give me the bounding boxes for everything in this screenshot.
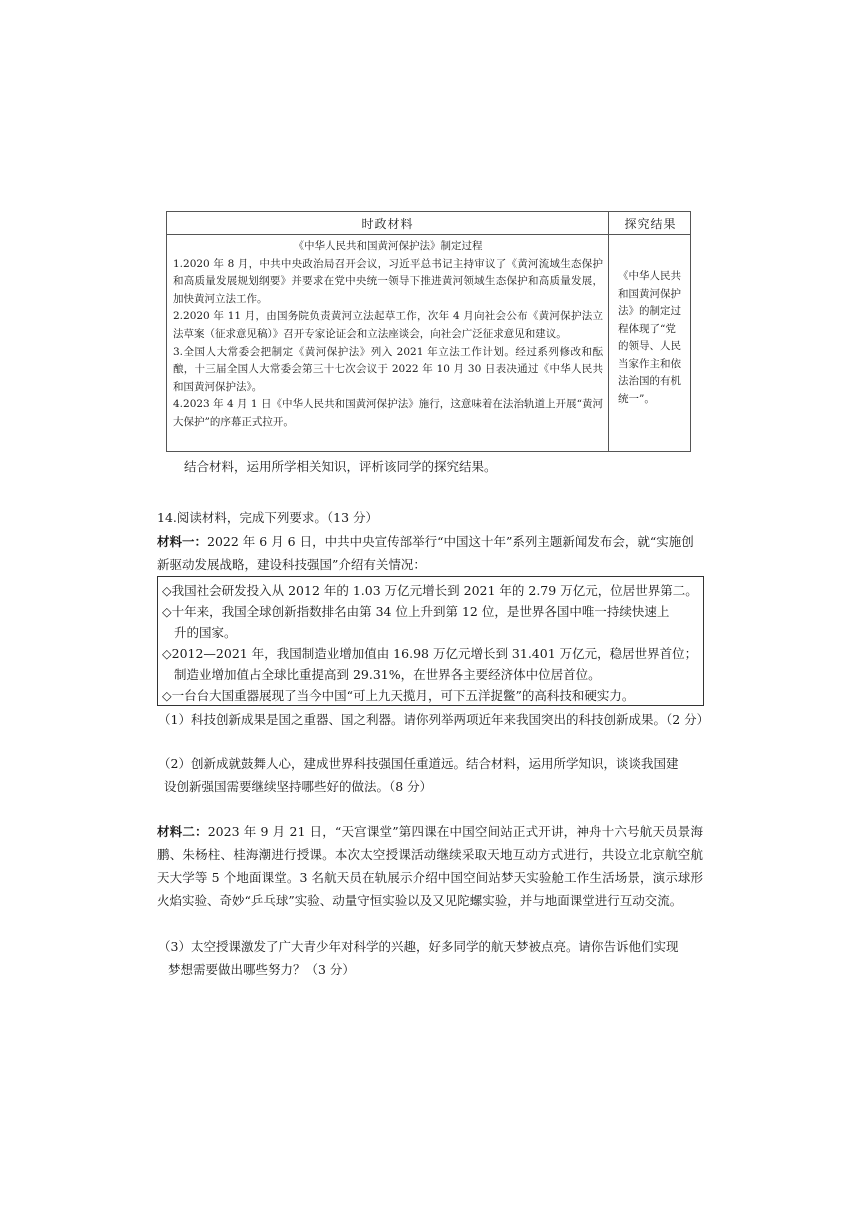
fact-4: ◇一台台大国重器展现了当今中国“可上九天揽月，可下五洋捉鳖”的高科技和硬实力。 <box>162 688 635 703</box>
sub-question-3-line-1: （3）太空授课激发了广大青少年对科学的兴趣，好多同学的航天梦被点亮。请你告诉他们实现 <box>158 939 679 954</box>
material-two-label: 材料二： <box>157 824 208 839</box>
fact-1: ◇我国社会研发投入从 2012 年的 1.03 万亿元增长到 2021 年的 2.79 万亿元，位居世界第二。 <box>162 583 698 598</box>
sub-question-2 <box>158 752 704 798</box>
table-item-2: 2.2020 年 11 月，由国务院负责黄河立法起草工作，次年 4 月向社会公布《黄河保护法立法草案（征求意见稿）》召开专家论证会和立法座谈会，向社会广泛征求意见和建议。 <box>173 310 603 340</box>
table-header-materials: 时政材料 <box>361 217 414 231</box>
table-header-result: 探究结果 <box>624 217 677 231</box>
sub-question-2-line-1: （2）创新成就鼓舞人心，建成世界科技强国任重道远。结合材料，运用所学知识，谈谈我国建 <box>158 756 679 771</box>
table-result-cell: 《中华人民共和国黄河保护法》的制定过程体现了“党的领导、人民当家作主和依法治国的有机统一”。 <box>618 270 681 405</box>
table-item-3: 3.全国人大常委会把制定《黄河保护法》列入 2021 年立法工作计划。经过系列修改和酝酿，十三届全国人大常委会第三十七次会议于 2022 年 10 月 30 日表决通过《中华人民共和国黄河保护法》。 <box>173 345 603 393</box>
material-one-text: 2022 年 6 月 6 日，中共中央宣传部举行“中国这十年”系列主题新闻发布会，就“实施创新驱动发展战略，建设科技强国”介绍有关情况： <box>157 534 694 572</box>
table-item-4: 4.2023 年 4 月 1 日《中华人民共和国黄河保护法》施行，这意味着在法治轨道上开展“黄河大保护”的序幕正式拉开。 <box>173 398 603 428</box>
facts-box <box>157 576 704 706</box>
material-table <box>166 211 691 452</box>
fact-3-line-2: 制造业增加值占全球比重提高到 29.31%，在世界各主要经济体中位居首位。 <box>174 667 601 682</box>
fact-3-line-1: ◇2012—2021 年，我国制造业增加值由 16.98 万亿元增长到 31.401 万亿元，稳居世界首位； <box>162 646 698 661</box>
material-two-text: 2023 年 9 月 21 日，“天宫课堂”第四课在中国空间站正式开讲，神舟十六号航天员景海鹏、朱杨柱、桂海潮进行授课。本次太空授课活动继续采取天地互动方式进行，共设立北京航空航天大学等 5 个地面课堂。3 名航天员在轨展示介绍中国空间站梦天实验舱工作生活场景，演示球形火焰实验、奇妙“乒乓球”实验、动量守恒实验以及又见陀螺实验，并与地面课堂进行互动交流。 <box>157 824 703 908</box>
table-header-divider <box>167 234 690 235</box>
question-14-heading: 14.阅读材料，完成下列要求。（13 分） <box>157 510 379 525</box>
table-materials-cell <box>173 238 603 432</box>
table-column-divider <box>608 212 609 451</box>
table-item-1: 1.2020 年 8 月，中共中央政治局召开会议，习近平总书记主持审议了《黄河流域生态保护和高质量发展规划纲要》并要求在党中央统一领导下推进黄河领域生态保护和高质量发展，加快黄河立法工作。 <box>173 257 603 305</box>
material-one <box>157 530 703 576</box>
material-one-label: 材料一： <box>157 534 208 549</box>
sub-question-3 <box>158 935 704 981</box>
sub-question-1: （1）科技创新成果是国之重器、国之利器。请你列举两项近年来我国突出的科技创新成果。（2 分） <box>158 712 710 727</box>
fact-2-line-2: 升的国家。 <box>174 625 237 640</box>
sub-question-2-line-2: 设创新强国需要继续坚持哪些好的做法。（8 分） <box>164 779 433 794</box>
fact-2-line-1: ◇十年来，我国全球创新指数排名由第 34 位上升到第 12 位，是世界各国中唯一持续快速上 <box>162 604 670 619</box>
analysis-prompt: 结合材料，运用所学相关知识，评析该同学的探究结果。 <box>184 459 497 474</box>
sub-question-3-line-2: 梦想需要做出哪些努力？（3 分） <box>168 962 355 977</box>
material-two <box>157 820 703 912</box>
table-content-title: 《中华人民共和国黄河保护法》制定过程 <box>293 240 483 252</box>
